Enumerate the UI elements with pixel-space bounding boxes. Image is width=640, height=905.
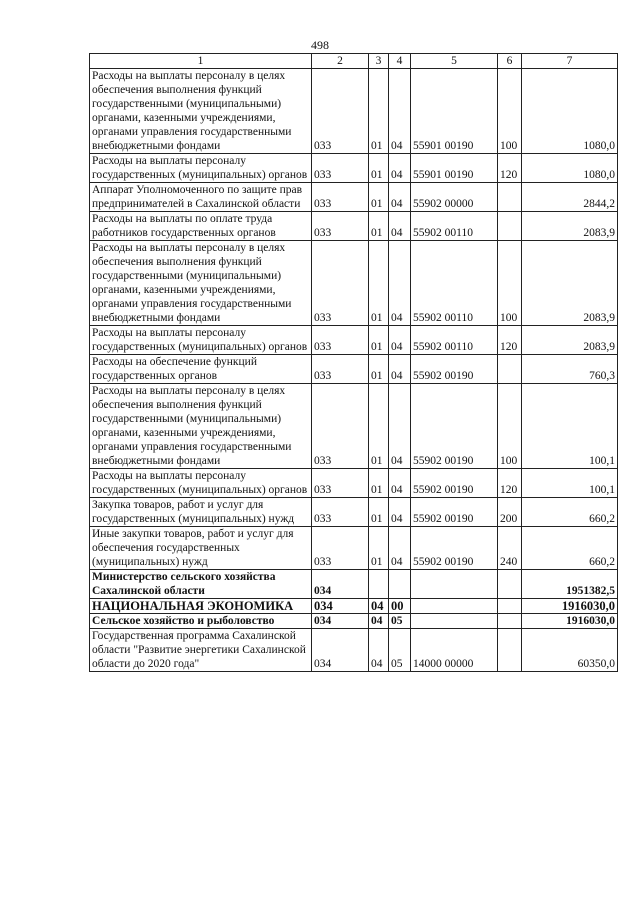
row-amount: 660,2 xyxy=(522,498,618,527)
row-name: Расходы на выплаты персоналу в целях обеспечения выполнения функций государственными (муниципальными) органами, казенными учреждениями, органами управления государственными внебюджетными фондами xyxy=(90,241,312,326)
row-expense-type xyxy=(498,599,522,614)
row-ministry-code: 034 xyxy=(312,614,369,629)
row-target-code xyxy=(411,614,498,629)
row-subsection-code: 05 xyxy=(389,614,411,629)
row-section-code: 01 xyxy=(369,326,389,355)
row-subsection-code: 04 xyxy=(389,355,411,384)
row-name: Иные закупки товаров, работ и услуг для обеспечения государственных (муниципальных) нужд xyxy=(90,527,312,570)
row-ministry-code: 033 xyxy=(312,469,369,498)
row-ministry-code: 034 xyxy=(312,570,369,599)
row-amount: 2083,9 xyxy=(522,212,618,241)
row-amount: 100,1 xyxy=(522,384,618,469)
table-row xyxy=(90,629,618,672)
row-target-code xyxy=(411,570,498,599)
row-name: Расходы на выплаты персоналу государственных (муниципальных) органов xyxy=(90,326,312,355)
row-name: Закупка товаров, работ и услуг для государственных (муниципальных) нужд xyxy=(90,498,312,527)
row-expense-type: 240 xyxy=(498,527,522,570)
header-cell: 3 xyxy=(369,54,389,69)
row-section-code: 04 xyxy=(369,629,389,672)
row-expense-type: 100 xyxy=(498,241,522,326)
budget-table xyxy=(89,53,618,672)
row-expense-type: 120 xyxy=(498,469,522,498)
row-name: Расходы на выплаты персоналу в целях обеспечения выполнения функций государственными (муниципальными) органами, казенными учреждениями, органами управления государственными внебюджетными фондами xyxy=(90,384,312,469)
row-subsection-code: 04 xyxy=(389,183,411,212)
row-subsection-code: 04 xyxy=(389,326,411,355)
header-cell: 4 xyxy=(389,54,411,69)
header-cell: 2 xyxy=(312,54,369,69)
row-subsection-code: 04 xyxy=(389,69,411,154)
row-subsection-code: 04 xyxy=(389,498,411,527)
table-row xyxy=(90,355,618,384)
row-name: Сельское хозяйство и рыболовство xyxy=(90,614,312,629)
table-header-row xyxy=(90,54,618,69)
row-expense-type xyxy=(498,614,522,629)
row-target-code: 55902 00190 xyxy=(411,384,498,469)
row-target-code: 55902 00190 xyxy=(411,498,498,527)
row-section-code: 01 xyxy=(369,154,389,183)
row-amount: 60350,0 xyxy=(522,629,618,672)
row-ministry-code: 033 xyxy=(312,69,369,154)
row-amount: 1916030,0 xyxy=(522,614,618,629)
row-amount: 760,3 xyxy=(522,355,618,384)
row-amount: 660,2 xyxy=(522,527,618,570)
header-cell: 5 xyxy=(411,54,498,69)
row-section-code: 01 xyxy=(369,183,389,212)
row-section-code: 04 xyxy=(369,599,389,614)
row-section-code: 01 xyxy=(369,355,389,384)
row-subsection-code: 00 xyxy=(389,599,411,614)
row-amount: 2083,9 xyxy=(522,241,618,326)
row-section-code: 01 xyxy=(369,498,389,527)
row-ministry-code: 034 xyxy=(312,629,369,672)
table-row xyxy=(90,154,618,183)
table-row xyxy=(90,498,618,527)
row-section-code: 01 xyxy=(369,384,389,469)
row-subsection-code: 04 xyxy=(389,212,411,241)
row-target-code: 14000 00000 xyxy=(411,629,498,672)
row-expense-type xyxy=(498,212,522,241)
table-row xyxy=(90,69,618,154)
row-target-code: 55902 00110 xyxy=(411,326,498,355)
row-section-code: 01 xyxy=(369,69,389,154)
row-section-code: 01 xyxy=(369,212,389,241)
row-ministry-code: 033 xyxy=(312,154,369,183)
header-cell: 6 xyxy=(498,54,522,69)
row-target-code: 55902 00190 xyxy=(411,469,498,498)
row-expense-type xyxy=(498,570,522,599)
row-ministry-code: 033 xyxy=(312,183,369,212)
table-row xyxy=(90,599,618,614)
row-name: Расходы на выплаты по оплате труда работников государственных органов xyxy=(90,212,312,241)
table-row xyxy=(90,570,618,599)
row-amount: 1080,0 xyxy=(522,154,618,183)
row-subsection-code: 05 xyxy=(389,629,411,672)
row-name: Расходы на обеспечение функций государственных органов xyxy=(90,355,312,384)
table-row xyxy=(90,384,618,469)
table-row xyxy=(90,241,618,326)
row-subsection-code: 04 xyxy=(389,154,411,183)
row-name: Расходы на выплаты персоналу государственных (муниципальных) органов xyxy=(90,469,312,498)
row-expense-type: 100 xyxy=(498,69,522,154)
row-target-code: 55902 00110 xyxy=(411,241,498,326)
row-section-code xyxy=(369,570,389,599)
row-expense-type xyxy=(498,355,522,384)
row-expense-type: 200 xyxy=(498,498,522,527)
table-row xyxy=(90,527,618,570)
row-name: Расходы на выплаты персоналу в целях обеспечения выполнения функций государственными (муниципальными) органами, казенными учреждениями, органами управления государственными внебюджетными фондами xyxy=(90,69,312,154)
row-name: Аппарат Уполномоченного по защите прав предпринимателей в Сахалинской области xyxy=(90,183,312,212)
row-target-code: 55901 00190 xyxy=(411,154,498,183)
row-subsection-code xyxy=(389,570,411,599)
row-amount: 2844,2 xyxy=(522,183,618,212)
row-subsection-code: 04 xyxy=(389,384,411,469)
row-amount: 100,1 xyxy=(522,469,618,498)
row-section-code: 04 xyxy=(369,614,389,629)
row-subsection-code: 04 xyxy=(389,469,411,498)
row-target-code xyxy=(411,599,498,614)
row-expense-type: 100 xyxy=(498,384,522,469)
header-cell: 7 xyxy=(522,54,618,69)
row-ministry-code: 033 xyxy=(312,355,369,384)
header-cell: 1 xyxy=(90,54,312,69)
table-row xyxy=(90,183,618,212)
row-expense-type xyxy=(498,183,522,212)
row-target-code: 55902 00190 xyxy=(411,355,498,384)
row-ministry-code: 034 xyxy=(312,599,369,614)
row-name: Министерство сельского хозяйства Сахалинской области xyxy=(90,570,312,599)
table-row xyxy=(90,212,618,241)
row-ministry-code: 033 xyxy=(312,527,369,570)
row-target-code: 55902 00000 xyxy=(411,183,498,212)
row-expense-type: 120 xyxy=(498,154,522,183)
row-amount: 1916030,0 xyxy=(522,599,618,614)
row-ministry-code: 033 xyxy=(312,384,369,469)
row-subsection-code: 04 xyxy=(389,527,411,570)
row-ministry-code: 033 xyxy=(312,498,369,527)
row-name: Государственная программа Сахалинской области "Развитие энергетики Сахалинской области до 2020 года" xyxy=(90,629,312,672)
row-section-code: 01 xyxy=(369,469,389,498)
row-expense-type xyxy=(498,629,522,672)
row-section-code: 01 xyxy=(369,241,389,326)
row-amount: 2083,9 xyxy=(522,326,618,355)
row-target-code: 55902 00110 xyxy=(411,212,498,241)
row-subsection-code: 04 xyxy=(389,241,411,326)
row-expense-type: 120 xyxy=(498,326,522,355)
table-row xyxy=(90,326,618,355)
row-target-code: 55902 00190 xyxy=(411,527,498,570)
row-ministry-code: 033 xyxy=(312,326,369,355)
row-ministry-code: 033 xyxy=(312,212,369,241)
row-amount: 1951382,5 xyxy=(522,570,618,599)
row-ministry-code: 033 xyxy=(312,241,369,326)
row-amount: 1080,0 xyxy=(522,69,618,154)
page-number: 498 xyxy=(311,38,329,52)
row-name: Расходы на выплаты персоналу государственных (муниципальных) органов xyxy=(90,154,312,183)
table-row xyxy=(90,614,618,629)
row-target-code: 55901 00190 xyxy=(411,69,498,154)
row-name: НАЦИОНАЛЬНАЯ ЭКОНОМИКА xyxy=(90,599,312,614)
table-row xyxy=(90,469,618,498)
row-section-code: 01 xyxy=(369,527,389,570)
